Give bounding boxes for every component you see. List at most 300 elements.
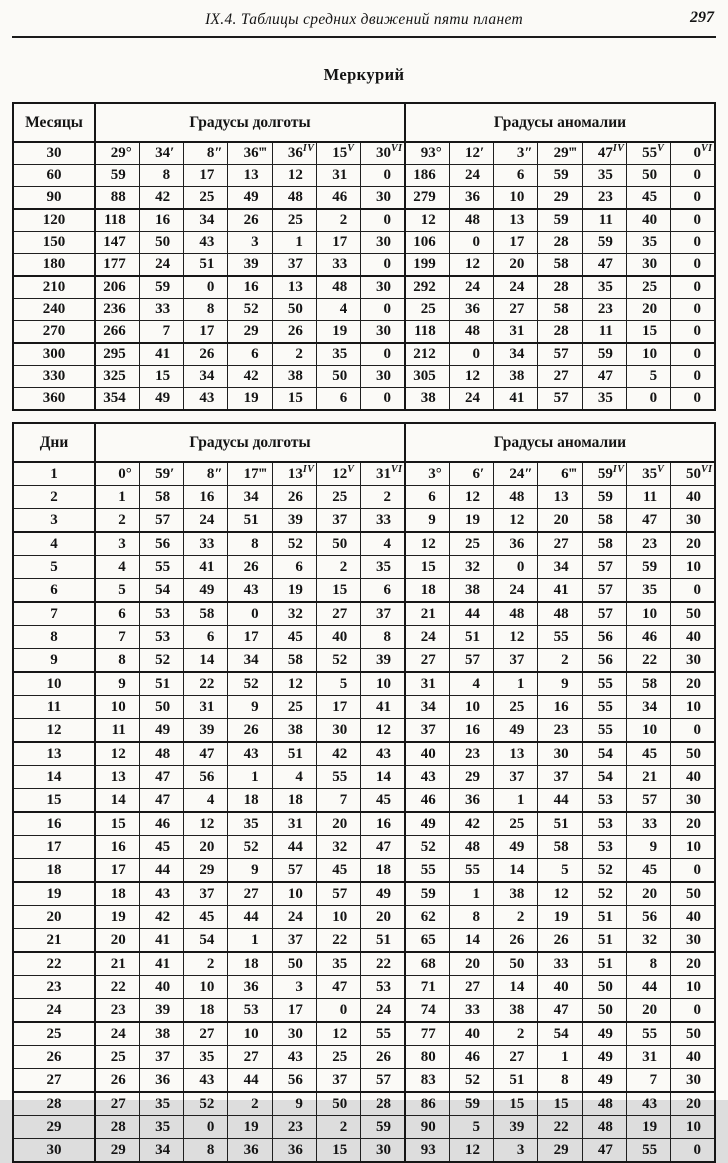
row-label: 23 xyxy=(13,976,95,999)
value-cell: 49 xyxy=(582,1069,626,1093)
value-cell: 55 xyxy=(538,626,582,649)
value-cell: 36 xyxy=(449,789,493,813)
value-cell: 2 xyxy=(494,1022,538,1046)
value-cell: 25 xyxy=(272,209,316,232)
value-cell: 57 xyxy=(582,556,626,579)
value-cell: 27 xyxy=(405,649,449,673)
value-cell: 47 xyxy=(582,1139,626,1163)
value-cell: 24 xyxy=(272,906,316,929)
value-cell: 49 xyxy=(582,1046,626,1069)
value-cell: 59 xyxy=(95,165,139,187)
value-cell: 45 xyxy=(139,836,183,859)
value-cell: 15 xyxy=(316,579,360,603)
value-cell: 6′ xyxy=(449,462,493,486)
value-cell: 43 xyxy=(184,388,228,411)
value-cell: 44 xyxy=(139,859,183,883)
value-cell: 0° xyxy=(95,462,139,486)
value-cell: 0 xyxy=(671,859,715,883)
longitude-group-header: Градусы долготы xyxy=(95,103,405,142)
table-row xyxy=(13,509,715,533)
value-cell: 14 xyxy=(361,766,405,789)
value-cell: 29 xyxy=(538,1139,582,1163)
value-cell: 26 xyxy=(361,1046,405,1069)
value-cell: 40 xyxy=(671,626,715,649)
table-row xyxy=(13,343,715,366)
table-row xyxy=(13,859,715,883)
page-number: 297 xyxy=(690,9,714,26)
row-label: 270 xyxy=(13,321,95,344)
value-cell: 30 xyxy=(272,1022,316,1046)
value-cell: 27 xyxy=(538,366,582,388)
value-cell: 30 xyxy=(671,509,715,533)
table-row xyxy=(13,1046,715,1069)
value-cell: 86 xyxy=(405,1092,449,1116)
value-cell: 43 xyxy=(228,742,272,766)
value-cell: 9 xyxy=(228,696,272,719)
value-cell: 68 xyxy=(405,952,449,976)
value-cell: 295 xyxy=(95,343,139,366)
value-cell: 50 xyxy=(272,299,316,321)
value-cell: 40 xyxy=(626,209,670,232)
value-cell: 10 xyxy=(361,672,405,696)
value-cell: 15 xyxy=(538,1092,582,1116)
value-cell: 29° xyxy=(95,142,139,165)
planet-title: Меркурий xyxy=(323,65,405,84)
row-label: 180 xyxy=(13,254,95,277)
value-cell: 46 xyxy=(405,789,449,813)
value-cell: 39 xyxy=(139,999,183,1023)
value-cell: 35 xyxy=(582,165,626,187)
value-cell: 10 xyxy=(626,602,670,626)
index-column-header: Дни xyxy=(13,423,95,462)
running-head xyxy=(12,8,716,30)
row-label: 13 xyxy=(13,742,95,766)
value-cell: 32 xyxy=(272,602,316,626)
value-cell: $35^V$ xyxy=(626,462,670,486)
value-cell: 20 xyxy=(671,1092,715,1116)
value-cell: 10 xyxy=(671,976,715,999)
value-cell: 12 xyxy=(95,742,139,766)
value-cell: 74 xyxy=(405,999,449,1023)
value-cell: 17 xyxy=(228,626,272,649)
value-cell: 26 xyxy=(228,719,272,743)
value-cell: 25 xyxy=(626,276,670,299)
value-cell: 43 xyxy=(626,1092,670,1116)
months-table-header-row xyxy=(13,103,715,142)
value-cell: 18 xyxy=(272,789,316,813)
value-cell: 34 xyxy=(626,696,670,719)
value-cell: 1 xyxy=(272,232,316,254)
row-label: 14 xyxy=(13,766,95,789)
value-cell: 59 xyxy=(582,486,626,509)
value-cell: 4 xyxy=(316,299,360,321)
value-cell: 28 xyxy=(538,276,582,299)
value-cell: 43 xyxy=(184,232,228,254)
value-cell: 1 xyxy=(449,882,493,906)
value-cell: 24 xyxy=(361,999,405,1023)
value-cell: 57 xyxy=(626,789,670,813)
value-cell: 17‴ xyxy=(228,462,272,486)
value-cell: 58 xyxy=(538,254,582,277)
value-cell: 41 xyxy=(139,343,183,366)
value-cell: 41 xyxy=(494,388,538,411)
value-cell: 16 xyxy=(361,812,405,836)
value-cell: 49 xyxy=(494,836,538,859)
value-cell: 38 xyxy=(139,1022,183,1046)
value-cell: 23 xyxy=(538,719,582,743)
value-cell: 12 xyxy=(184,812,228,836)
value-cell: 0 xyxy=(671,999,715,1023)
value-cell: 52 xyxy=(582,882,626,906)
row-label: 60 xyxy=(13,165,95,187)
value-cell: 36 xyxy=(272,1139,316,1163)
value-cell: 1 xyxy=(494,789,538,813)
value-cell: 12 xyxy=(494,626,538,649)
value-cell: 56 xyxy=(626,906,670,929)
value-cell: 55 xyxy=(626,1022,670,1046)
value-cell: 11 xyxy=(582,321,626,344)
value-cell: 9 xyxy=(626,836,670,859)
value-cell: 13 xyxy=(272,276,316,299)
table-row xyxy=(13,836,715,859)
value-cell: 24 xyxy=(449,276,493,299)
table-row xyxy=(13,209,715,232)
value-cell: 8″ xyxy=(184,142,228,165)
value-cell: 21 xyxy=(405,602,449,626)
value-cell: 30 xyxy=(361,366,405,388)
value-cell: 48 xyxy=(582,1092,626,1116)
value-cell: $59^{IV}$ xyxy=(582,462,626,486)
value-cell: 43 xyxy=(272,1046,316,1069)
value-cell: 34 xyxy=(184,209,228,232)
value-cell: 19 xyxy=(626,1116,670,1139)
value-cell: 10 xyxy=(626,343,670,366)
value-cell: 0 xyxy=(316,999,360,1023)
value-cell: 44 xyxy=(228,906,272,929)
value-cell: 26 xyxy=(272,486,316,509)
value-cell: 36 xyxy=(228,1139,272,1163)
value-cell: 14 xyxy=(95,789,139,813)
value-cell: 52 xyxy=(228,672,272,696)
row-label: 19 xyxy=(13,882,95,906)
value-cell: 25 xyxy=(95,1046,139,1069)
value-cell: 6 xyxy=(228,343,272,366)
value-cell: 37 xyxy=(494,649,538,673)
value-cell: 2 xyxy=(316,1116,360,1139)
row-label: 10 xyxy=(13,672,95,696)
value-cell: 52 xyxy=(184,1092,228,1116)
table-row xyxy=(13,812,715,836)
value-cell: 18 xyxy=(228,952,272,976)
value-cell: 8 xyxy=(361,626,405,649)
value-cell: 51 xyxy=(361,929,405,953)
value-cell: 12 xyxy=(538,882,582,906)
value-cell: 29 xyxy=(95,1139,139,1163)
value-cell: 37 xyxy=(272,929,316,953)
value-cell: 59 xyxy=(538,165,582,187)
value-cell: 47 xyxy=(626,509,670,533)
value-cell: 2 xyxy=(95,509,139,533)
value-cell: 51 xyxy=(582,952,626,976)
value-cell: 41 xyxy=(139,929,183,953)
value-cell: 88 xyxy=(95,187,139,210)
value-cell: 8 xyxy=(538,1069,582,1093)
row-label: 3 xyxy=(13,509,95,533)
value-cell: 10 xyxy=(671,696,715,719)
value-cell: 1 xyxy=(95,486,139,509)
value-cell: 48 xyxy=(449,836,493,859)
value-cell: 9 xyxy=(95,672,139,696)
value-cell: 0 xyxy=(671,388,715,411)
value-cell: 48 xyxy=(139,742,183,766)
table-row xyxy=(13,254,715,277)
table-row xyxy=(13,388,715,411)
value-cell: 47 xyxy=(538,999,582,1023)
value-cell: 57 xyxy=(582,579,626,603)
value-cell: 305 xyxy=(405,366,449,388)
value-cell: 10 xyxy=(494,187,538,210)
value-cell: 59 xyxy=(538,209,582,232)
value-cell: 33 xyxy=(626,812,670,836)
value-cell: 38 xyxy=(405,388,449,411)
value-cell: 7 xyxy=(316,789,360,813)
value-cell: 12 xyxy=(449,254,493,277)
row-label: 26 xyxy=(13,1046,95,1069)
value-cell: 59 xyxy=(582,343,626,366)
value-cell: 25 xyxy=(405,299,449,321)
value-cell: 11 xyxy=(582,209,626,232)
value-cell: 39 xyxy=(361,649,405,673)
value-cell: $13^{IV}$ xyxy=(272,462,316,486)
value-cell: 30 xyxy=(538,742,582,766)
value-cell: 80 xyxy=(405,1046,449,1069)
value-cell: 45 xyxy=(626,187,670,210)
value-cell: 37 xyxy=(316,509,360,533)
days-table-header-row xyxy=(13,423,715,462)
value-cell: 43 xyxy=(139,882,183,906)
value-cell: 22 xyxy=(538,1116,582,1139)
value-cell: 6 xyxy=(361,579,405,603)
value-cell: 10 xyxy=(316,906,360,929)
value-cell: 54 xyxy=(538,1022,582,1046)
value-cell: 15 xyxy=(626,321,670,344)
value-cell: 35 xyxy=(139,1116,183,1139)
value-cell: 58 xyxy=(184,602,228,626)
value-cell: 34 xyxy=(228,486,272,509)
table-row xyxy=(13,882,715,906)
table-row xyxy=(13,462,715,486)
value-cell: 177 xyxy=(95,254,139,277)
value-cell: 7 xyxy=(139,321,183,344)
value-cell: 35 xyxy=(582,276,626,299)
value-cell: 46 xyxy=(316,187,360,210)
row-label: 330 xyxy=(13,366,95,388)
value-cell: 206 xyxy=(95,276,139,299)
value-cell: 45 xyxy=(316,859,360,883)
row-label: 25 xyxy=(13,1022,95,1046)
value-cell: 0 xyxy=(671,165,715,187)
value-cell: 24″ xyxy=(494,462,538,486)
value-cell: 27 xyxy=(494,1046,538,1069)
value-cell: $12^V$ xyxy=(316,462,360,486)
value-cell: 59 xyxy=(449,1092,493,1116)
value-cell: 23 xyxy=(272,1116,316,1139)
row-label: 210 xyxy=(13,276,95,299)
value-cell: 23 xyxy=(626,532,670,556)
value-cell: 49 xyxy=(228,187,272,210)
value-cell: 5 xyxy=(626,366,670,388)
value-cell: 9 xyxy=(228,859,272,883)
value-cell: 16 xyxy=(449,719,493,743)
value-cell: 2 xyxy=(316,556,360,579)
value-cell: 3° xyxy=(405,462,449,486)
value-cell: 1 xyxy=(538,1046,582,1069)
value-cell: 56 xyxy=(184,766,228,789)
value-cell: 25 xyxy=(449,532,493,556)
value-cell: 10 xyxy=(184,976,228,999)
value-cell: 0 xyxy=(361,299,405,321)
value-cell: 58 xyxy=(582,509,626,533)
value-cell: 90 xyxy=(405,1116,449,1139)
value-cell: 0 xyxy=(361,388,405,411)
value-cell: 9 xyxy=(538,672,582,696)
value-cell: 16 xyxy=(538,696,582,719)
value-cell: 10 xyxy=(95,696,139,719)
value-cell: 8 xyxy=(228,532,272,556)
value-cell: 17 xyxy=(184,165,228,187)
value-cell: 0 xyxy=(626,388,670,411)
table-row xyxy=(13,719,715,743)
value-cell: 55 xyxy=(316,766,360,789)
value-cell: 18 xyxy=(95,882,139,906)
value-cell: 20 xyxy=(316,812,360,836)
value-cell: 15 xyxy=(316,1139,360,1163)
value-cell: 31 xyxy=(626,1046,670,1069)
value-cell: 57 xyxy=(361,1069,405,1093)
value-cell: 56 xyxy=(582,649,626,673)
row-label: 9 xyxy=(13,649,95,673)
value-cell: 50 xyxy=(272,952,316,976)
value-cell: 38 xyxy=(494,366,538,388)
value-cell: 47 xyxy=(139,766,183,789)
row-label: 90 xyxy=(13,187,95,210)
value-cell: 0 xyxy=(671,232,715,254)
value-cell: 12 xyxy=(405,532,449,556)
value-cell: 30 xyxy=(671,1069,715,1093)
value-cell: 40 xyxy=(316,626,360,649)
value-cell: 32 xyxy=(316,836,360,859)
value-cell: $47^{IV}$ xyxy=(582,142,626,165)
value-cell: 50 xyxy=(626,165,670,187)
value-cell: 83 xyxy=(405,1069,449,1093)
value-cell: 51 xyxy=(139,672,183,696)
value-cell: 39 xyxy=(272,509,316,533)
value-cell: 44 xyxy=(228,1069,272,1093)
table-row xyxy=(13,649,715,673)
value-cell: 23 xyxy=(582,187,626,210)
value-cell: 50 xyxy=(316,1092,360,1116)
value-cell: 19 xyxy=(316,321,360,344)
header-rule xyxy=(12,36,716,38)
value-cell: 49 xyxy=(139,388,183,411)
value-cell: 27 xyxy=(316,602,360,626)
table-row xyxy=(13,579,715,603)
value-cell: 45 xyxy=(361,789,405,813)
value-cell: 48 xyxy=(582,1116,626,1139)
value-cell: 36 xyxy=(449,299,493,321)
value-cell: 18 xyxy=(228,789,272,813)
value-cell: 11 xyxy=(95,719,139,743)
value-cell: 41 xyxy=(538,579,582,603)
value-cell: 52 xyxy=(228,299,272,321)
value-cell: $30^{VI}$ xyxy=(361,142,405,165)
value-cell: 21 xyxy=(95,952,139,976)
value-cell: 21 xyxy=(626,766,670,789)
value-cell: 0 xyxy=(449,232,493,254)
value-cell: 30 xyxy=(361,1139,405,1163)
value-cell: 59 xyxy=(582,232,626,254)
table-row xyxy=(13,999,715,1023)
value-cell: 12 xyxy=(272,165,316,187)
value-cell: 58 xyxy=(538,836,582,859)
value-cell: 31 xyxy=(272,812,316,836)
value-cell: 325 xyxy=(95,366,139,388)
value-cell: 52 xyxy=(316,649,360,673)
value-cell: $50^{VI}$ xyxy=(671,462,715,486)
value-cell: 18 xyxy=(184,999,228,1023)
value-cell: 51 xyxy=(494,1069,538,1093)
value-cell: 47 xyxy=(184,742,228,766)
value-cell: 57 xyxy=(139,509,183,533)
value-cell: 0 xyxy=(671,719,715,743)
value-cell: 50 xyxy=(582,976,626,999)
value-cell: 43 xyxy=(361,742,405,766)
value-cell: 50 xyxy=(671,882,715,906)
row-label: 20 xyxy=(13,906,95,929)
value-cell: 25 xyxy=(272,696,316,719)
value-cell: $55^V$ xyxy=(626,142,670,165)
value-cell: 55 xyxy=(139,556,183,579)
value-cell: 59 xyxy=(626,556,670,579)
table-row xyxy=(13,556,715,579)
value-cell: 39 xyxy=(494,1116,538,1139)
table-row xyxy=(13,929,715,953)
value-cell: 24 xyxy=(139,254,183,277)
value-cell: 8 xyxy=(184,1139,228,1163)
value-cell: 2 xyxy=(316,209,360,232)
value-cell: 37 xyxy=(272,254,316,277)
row-label: 29 xyxy=(13,1116,95,1139)
value-cell: 51 xyxy=(582,906,626,929)
value-cell: 44 xyxy=(272,836,316,859)
value-cell: 52 xyxy=(405,836,449,859)
value-cell: 18 xyxy=(405,579,449,603)
value-cell: 35 xyxy=(139,1092,183,1116)
value-cell: 9 xyxy=(272,1092,316,1116)
value-cell: 8 xyxy=(184,299,228,321)
value-cell: 118 xyxy=(95,209,139,232)
row-label: 15 xyxy=(13,789,95,813)
value-cell: 35 xyxy=(316,343,360,366)
value-cell: 36 xyxy=(139,1069,183,1093)
table-row xyxy=(13,952,715,976)
value-cell: 44 xyxy=(626,976,670,999)
value-cell: 17 xyxy=(316,696,360,719)
value-cell: 20 xyxy=(361,906,405,929)
value-cell: 34 xyxy=(538,556,582,579)
value-cell: 13 xyxy=(494,742,538,766)
value-cell: 4 xyxy=(95,556,139,579)
